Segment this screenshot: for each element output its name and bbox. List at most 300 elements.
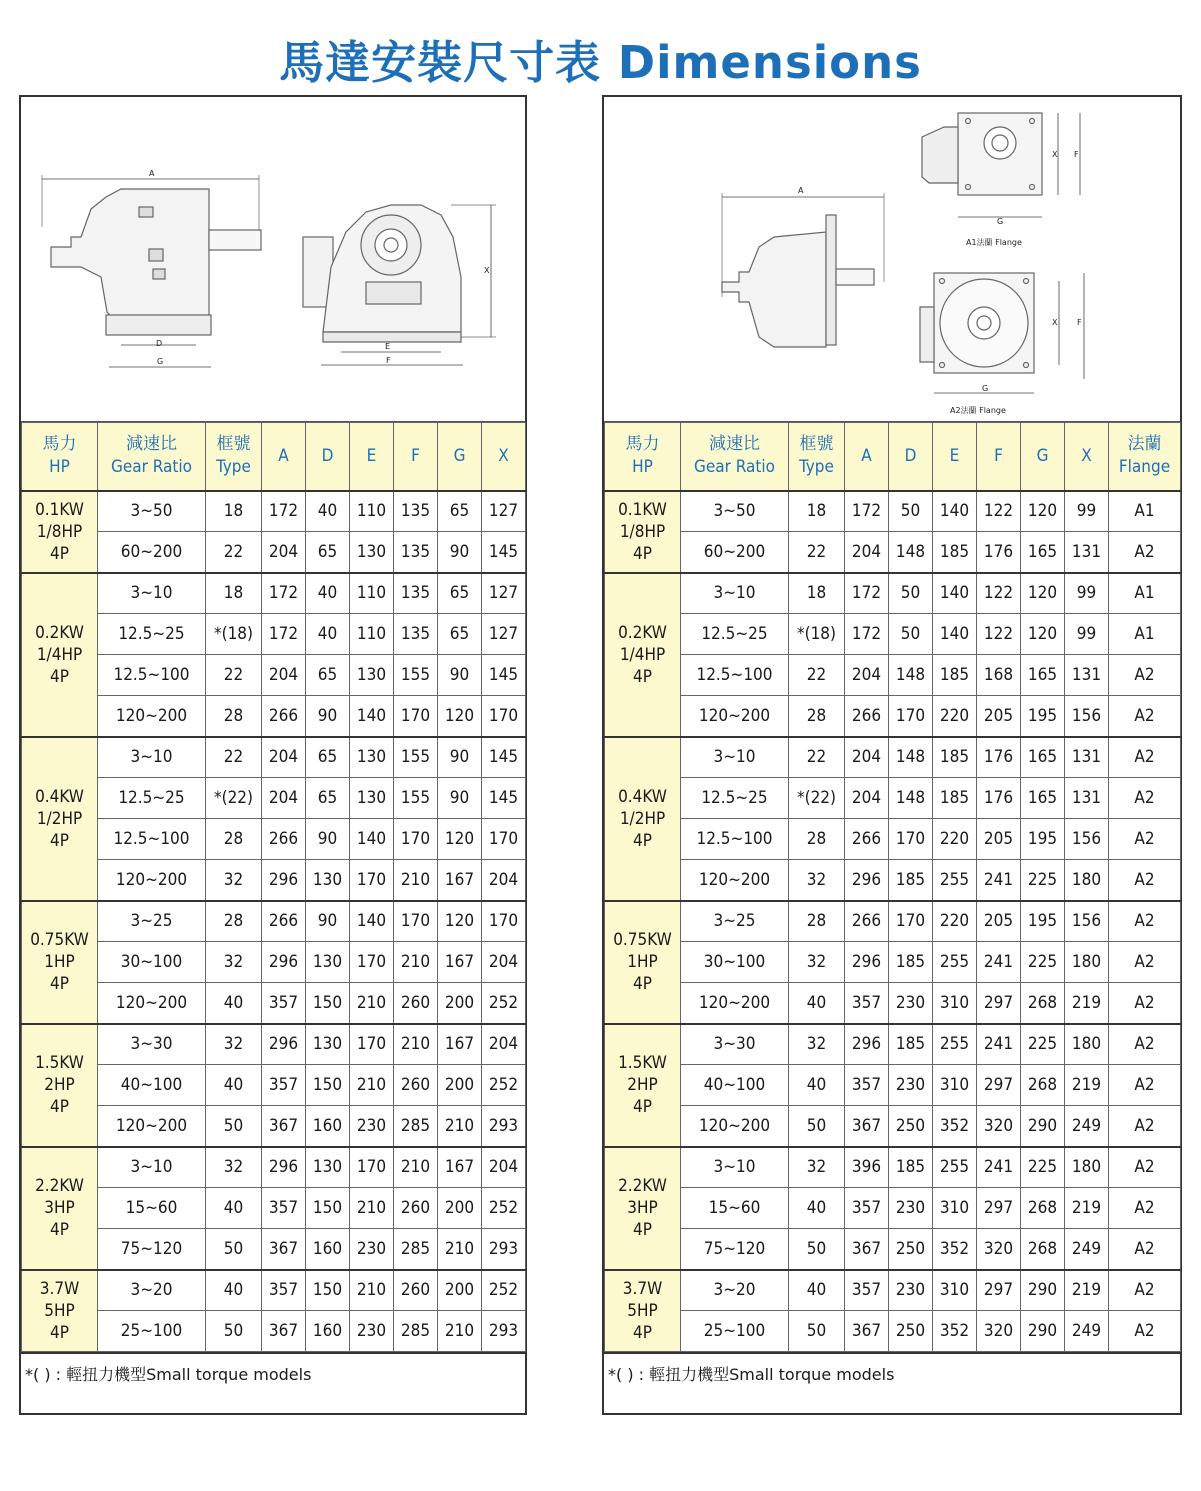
table-cell: 230: [889, 983, 933, 1024]
table-cell: 219: [1065, 983, 1109, 1024]
table-row: [605, 1147, 1181, 1188]
table-cell: 40: [306, 491, 350, 532]
table-cell: 290: [1021, 1311, 1065, 1352]
horsepower-line: 0.75KW: [30, 930, 89, 950]
table-cell: 3~10: [98, 573, 206, 614]
table-cell: 40: [789, 1065, 845, 1106]
table-cell: 120~200: [681, 860, 789, 901]
table-cell: 266: [262, 901, 306, 942]
table-cell: 99: [1065, 491, 1109, 532]
table-row: [22, 1270, 526, 1311]
table-cell: 32: [206, 1024, 262, 1065]
table-cell: 195: [1021, 819, 1065, 860]
table-cell: 12.5~100: [98, 655, 206, 696]
table-row: [605, 573, 1181, 614]
table-cell: 241: [977, 860, 1021, 901]
table-cell: 28: [789, 819, 845, 860]
table-cell: 176: [977, 737, 1021, 778]
table-cell: 219: [1065, 1188, 1109, 1229]
table-cell: 32: [789, 1147, 845, 1188]
table-cell: 140: [933, 614, 977, 655]
table-cell: 230: [889, 1065, 933, 1106]
page-title: 馬達安裝尺寸表 Dimensions: [279, 36, 922, 89]
column-header: [1021, 423, 1065, 491]
table-cell: 50: [206, 1311, 262, 1352]
table-cell: 241: [977, 1147, 1021, 1188]
table-cell: 160: [306, 1311, 350, 1352]
horsepower-line: 1HP: [44, 952, 75, 972]
table-cell: 210: [350, 983, 394, 1024]
table-cell: 140: [933, 491, 977, 532]
table-cell: 268: [1021, 1188, 1065, 1229]
right-motor-drawing: [604, 97, 1180, 422]
table-cell: 131: [1065, 655, 1109, 696]
table-cell: 25~100: [681, 1311, 789, 1352]
table-row: [605, 1065, 1181, 1106]
table-row: [22, 1188, 526, 1229]
table-cell: 225: [1021, 1024, 1065, 1065]
table-row: [22, 573, 526, 614]
dim-label-g-a1: G: [997, 217, 1004, 226]
table-cell: 357: [845, 1270, 889, 1311]
table-cell: 172: [845, 573, 889, 614]
column-header: [977, 423, 1021, 491]
table-cell: 268: [1021, 1229, 1065, 1270]
table-cell: 255: [933, 1147, 977, 1188]
table-cell: 260: [394, 1188, 438, 1229]
table-cell: 3~20: [681, 1270, 789, 1311]
table-cell: 170: [350, 1024, 394, 1065]
column-header-zh: 法蘭: [1127, 434, 1162, 455]
table-cell: 210: [394, 860, 438, 901]
table-cell: 160: [306, 1229, 350, 1270]
table-cell: 230: [350, 1229, 394, 1270]
column-header: [681, 423, 789, 491]
table-row: [605, 1188, 1181, 1229]
table-cell: 296: [845, 860, 889, 901]
table-cell: 320: [977, 1229, 1021, 1270]
table-cell: 200: [438, 1188, 482, 1229]
table-cell: 260: [394, 1065, 438, 1106]
table-cell: 170: [889, 901, 933, 942]
horsepower-line: 4P: [633, 543, 652, 564]
horsepower-line: 4P: [50, 830, 69, 851]
table-cell: 320: [977, 1311, 1021, 1352]
table-row: [605, 614, 1181, 655]
table-cell: 367: [262, 1106, 306, 1147]
table-cell: 150: [306, 1065, 350, 1106]
table-cell: 285: [394, 1311, 438, 1352]
table-cell: 210: [394, 1024, 438, 1065]
table-cell: A2: [1109, 1106, 1181, 1147]
table-cell: 252: [482, 983, 526, 1024]
table-cell: A2: [1109, 1065, 1181, 1106]
table-cell: 210: [350, 1065, 394, 1106]
table-cell: 40: [206, 1188, 262, 1229]
column-header-en: A: [861, 445, 872, 466]
table-cell: 156: [1065, 901, 1109, 942]
table-cell: 32: [206, 860, 262, 901]
table-cell: 120~200: [98, 860, 206, 901]
table-cell: 204: [482, 1024, 526, 1065]
horsepower-line: 0.2KW: [35, 622, 84, 643]
table-cell: 249: [1065, 1229, 1109, 1270]
column-header-en: HP: [632, 457, 653, 478]
table-cell: 210: [438, 1311, 482, 1352]
table-cell: 367: [262, 1311, 306, 1352]
table-row: [605, 1270, 1181, 1311]
table-cell: 50: [206, 1106, 262, 1147]
table-cell: 22: [789, 655, 845, 696]
table-cell: 220: [933, 819, 977, 860]
table-cell: 32: [206, 942, 262, 983]
table-cell: 90: [306, 819, 350, 860]
table-cell: 15~60: [98, 1188, 206, 1229]
table-cell: 145: [482, 778, 526, 819]
table-cell: 130: [306, 942, 350, 983]
table-row: [22, 1106, 526, 1147]
table-cell: A1: [1109, 491, 1181, 532]
table-cell: 172: [845, 491, 889, 532]
table-cell: 210: [350, 1270, 394, 1311]
table-cell: 367: [845, 1311, 889, 1352]
right-table-header: [605, 423, 1181, 491]
column-header-en: Flange: [1118, 457, 1171, 478]
table-cell: 310: [933, 1065, 977, 1106]
table-cell: 120: [1021, 614, 1065, 655]
horsepower-line: 1.5KW: [35, 1053, 84, 1073]
table-cell: 90: [438, 737, 482, 778]
table-cell: 3~10: [681, 737, 789, 778]
table-cell: A2: [1109, 901, 1181, 942]
column-header: [889, 423, 933, 491]
table-cell: 357: [262, 1270, 306, 1311]
column-header-en: X: [1081, 445, 1092, 466]
table-cell: 176: [977, 778, 1021, 819]
table-cell: 156: [1065, 819, 1109, 860]
horsepower-line: 1/2HP: [36, 808, 83, 829]
table-cell: 120: [1021, 491, 1065, 532]
table-cell: 172: [262, 491, 306, 532]
table-cell: 145: [482, 737, 526, 778]
table-cell: 172: [845, 614, 889, 655]
table-cell: 150: [306, 1188, 350, 1229]
table-row: [605, 491, 1181, 532]
table-cell: 127: [482, 491, 526, 532]
table-cell: 200: [438, 1270, 482, 1311]
table-cell: 285: [394, 1106, 438, 1147]
horsepower-line: 3HP: [627, 1198, 658, 1218]
table-cell: 210: [394, 1147, 438, 1188]
footnote-small-torque: *( ) : 輕扭力機型Small torque models: [21, 1352, 525, 1396]
table-cell: 3~10: [98, 737, 206, 778]
table-cell: A2: [1109, 1229, 1181, 1270]
table-cell: 28: [206, 901, 262, 942]
table-cell: A2: [1109, 532, 1181, 573]
table-cell: 155: [394, 737, 438, 778]
right-dimension-panel: [602, 95, 1182, 1415]
table-cell: 75~120: [98, 1229, 206, 1270]
table-cell: 50: [206, 1229, 262, 1270]
table-cell: 165: [1021, 778, 1065, 819]
table-cell: 28: [789, 901, 845, 942]
table-cell: 30~100: [681, 942, 789, 983]
table-cell: 130: [350, 655, 394, 696]
table-cell: 65: [438, 614, 482, 655]
table-cell: 30~100: [98, 942, 206, 983]
left-dimension-panel: [19, 95, 527, 1415]
dim-label-f-a2: F: [1077, 318, 1082, 327]
column-header: [98, 423, 206, 491]
table-cell: 165: [1021, 532, 1065, 573]
table-cell: 60~200: [98, 532, 206, 573]
table-cell: 18: [789, 573, 845, 614]
footnote-small-torque: *( ) : 輕扭力機型Small torque models: [604, 1352, 1180, 1396]
table-cell: 131: [1065, 778, 1109, 819]
table-row: [605, 1106, 1181, 1147]
column-header: [845, 423, 889, 491]
dim-label-d: D: [156, 339, 163, 348]
dim-label-x: X: [484, 266, 490, 275]
table-row: [22, 778, 526, 819]
column-header-zh: 減速比: [709, 434, 760, 455]
table-cell: 185: [889, 942, 933, 983]
table-row: [22, 1147, 526, 1188]
table-cell: 185: [889, 1147, 933, 1188]
table-cell: 120~200: [98, 696, 206, 737]
column-header-en: Type: [216, 457, 251, 478]
column-header: [438, 423, 482, 491]
table-cell: 249: [1065, 1106, 1109, 1147]
horsepower-cell: [22, 737, 98, 901]
table-row: [22, 1229, 526, 1270]
horsepower-line: 2.2KW: [35, 1176, 84, 1196]
table-cell: 156: [1065, 696, 1109, 737]
table-cell: 127: [482, 573, 526, 614]
horsepower-cell: [22, 901, 98, 1024]
table-cell: 148: [889, 737, 933, 778]
dim-label-e: E: [385, 342, 391, 351]
column-header-en: E: [949, 445, 960, 466]
a1-flange-drawing: [922, 113, 1080, 217]
column-header-en: G: [453, 445, 466, 466]
table-cell: 22: [206, 737, 262, 778]
table-cell: *(18): [789, 614, 845, 655]
table-cell: 40: [206, 983, 262, 1024]
table-row: [605, 1229, 1181, 1270]
table-cell: 297: [977, 1065, 1021, 1106]
column-header-zh: 框號: [799, 434, 834, 455]
table-cell: 40: [306, 573, 350, 614]
table-cell: 252: [482, 1270, 526, 1311]
table-cell: 22: [789, 532, 845, 573]
table-cell: 204: [262, 655, 306, 696]
table-cell: 168: [977, 655, 1021, 696]
table-cell: 357: [845, 1188, 889, 1229]
dim-label-a: A: [149, 169, 155, 178]
table-cell: 131: [1065, 532, 1109, 573]
left-table-header: [22, 423, 526, 491]
column-header: [350, 423, 394, 491]
table-cell: 110: [350, 491, 394, 532]
table-cell: 99: [1065, 614, 1109, 655]
table-cell: A2: [1109, 737, 1181, 778]
table-cell: 12.5~25: [98, 778, 206, 819]
table-cell: 357: [262, 1065, 306, 1106]
table-cell: 28: [789, 696, 845, 737]
horsepower-line: 0.4KW: [618, 786, 667, 807]
table-cell: 293: [482, 1311, 526, 1352]
column-header-en: Type: [799, 457, 834, 478]
table-cell: 50: [789, 1106, 845, 1147]
horsepower-line: 4P: [50, 1322, 69, 1343]
table-cell: 225: [1021, 1147, 1065, 1188]
table-row: [22, 1024, 526, 1065]
horsepower-line: 4P: [633, 1097, 652, 1117]
table-cell: 352: [933, 1106, 977, 1147]
table-cell: 290: [1021, 1106, 1065, 1147]
column-header-en: D: [321, 445, 334, 466]
table-cell: 18: [206, 573, 262, 614]
horsepower-line: 1/8HP: [619, 521, 666, 542]
table-cell: 40: [789, 1188, 845, 1229]
table-cell: 65: [438, 573, 482, 614]
table-cell: 12.5~100: [681, 655, 789, 696]
table-row: [605, 860, 1181, 901]
table-row: [22, 1065, 526, 1106]
column-header: [306, 423, 350, 491]
table-cell: 210: [438, 1229, 482, 1270]
horsepower-line: 5HP: [627, 1300, 658, 1321]
table-cell: 90: [438, 532, 482, 573]
horsepower-line: 1.5KW: [618, 1053, 667, 1073]
table-cell: 3~30: [98, 1024, 206, 1065]
table-cell: 12.5~25: [681, 778, 789, 819]
horsepower-line: 4P: [50, 1220, 69, 1240]
table-cell: 255: [933, 942, 977, 983]
table-cell: 266: [262, 819, 306, 860]
table-cell: 185: [889, 860, 933, 901]
table-cell: 3~20: [98, 1270, 206, 1311]
table-cell: 297: [977, 983, 1021, 1024]
table-cell: 130: [306, 1147, 350, 1188]
table-cell: 32: [789, 1024, 845, 1065]
horsepower-line: 4P: [50, 666, 69, 687]
horsepower-line: 3.7W: [622, 1278, 663, 1299]
a1-flange-caption: A1法蘭 Flange: [966, 238, 1022, 247]
table-cell: 357: [262, 1188, 306, 1229]
table-cell: 150: [306, 1270, 350, 1311]
table-cell: 260: [394, 983, 438, 1024]
table-cell: A2: [1109, 860, 1181, 901]
table-cell: 230: [350, 1106, 394, 1147]
table-cell: 135: [394, 614, 438, 655]
horsepower-cell: [605, 1024, 681, 1147]
table-cell: 357: [262, 983, 306, 1024]
table-cell: 90: [306, 901, 350, 942]
table-cell: 110: [350, 614, 394, 655]
table-cell: 120~200: [98, 983, 206, 1024]
horsepower-cell: [605, 901, 681, 1024]
horsepower-cell: [22, 1147, 98, 1270]
horsepower-line: 4P: [633, 1322, 652, 1343]
table-cell: 268: [1021, 983, 1065, 1024]
table-row: [22, 655, 526, 696]
column-header-en: E: [366, 445, 377, 466]
table-cell: 219: [1065, 1065, 1109, 1106]
table-cell: 120~200: [681, 696, 789, 737]
table-cell: A2: [1109, 942, 1181, 983]
table-cell: A1: [1109, 573, 1181, 614]
table-cell: *(22): [789, 778, 845, 819]
table-cell: 204: [845, 532, 889, 573]
table-row: [22, 860, 526, 901]
column-header-en: X: [498, 445, 509, 466]
column-header-en: A: [278, 445, 289, 466]
column-header: [206, 423, 262, 491]
dim-label-g: G: [157, 357, 164, 366]
column-header: [933, 423, 977, 491]
table-cell: 40: [789, 1270, 845, 1311]
table-cell: 255: [933, 860, 977, 901]
table-cell: 170: [889, 696, 933, 737]
table-cell: 3~50: [681, 491, 789, 532]
horsepower-line: 1HP: [627, 952, 658, 972]
table-cell: 130: [306, 1024, 350, 1065]
horsepower-line: 0.4KW: [35, 786, 84, 807]
column-header-en: G: [1036, 445, 1049, 466]
table-cell: 204: [845, 655, 889, 696]
table-cell: 3~10: [681, 573, 789, 614]
table-cell: 230: [889, 1270, 933, 1311]
horsepower-line: 4P: [633, 830, 652, 851]
table-row: [605, 778, 1181, 819]
table-cell: 352: [933, 1311, 977, 1352]
table-cell: 3~30: [681, 1024, 789, 1065]
column-header-zh: 減速比: [126, 434, 177, 455]
table-cell: 90: [438, 655, 482, 696]
horsepower-line: 0.2KW: [618, 622, 667, 643]
table-row: [22, 614, 526, 655]
table-cell: 205: [977, 819, 1021, 860]
table-cell: 65: [306, 532, 350, 573]
table-cell: 296: [262, 860, 306, 901]
horsepower-line: 3.7W: [39, 1278, 80, 1299]
table-cell: 230: [350, 1311, 394, 1352]
table-row: [605, 655, 1181, 696]
horsepower-line: 2HP: [627, 1075, 658, 1095]
table-cell: 170: [394, 696, 438, 737]
table-cell: A2: [1109, 1188, 1181, 1229]
table-cell: 130: [350, 737, 394, 778]
table-cell: 122: [977, 573, 1021, 614]
table-cell: 266: [845, 901, 889, 942]
table-cell: 204: [482, 942, 526, 983]
table-cell: 155: [394, 655, 438, 696]
table-row: [605, 819, 1181, 860]
table-cell: 40: [206, 1065, 262, 1106]
table-cell: 170: [482, 901, 526, 942]
column-header-zh: 馬力: [42, 434, 77, 455]
dim-label-x-a1: X: [1052, 150, 1058, 159]
horsepower-line: 3HP: [44, 1198, 75, 1218]
table-cell: 150: [306, 983, 350, 1024]
column-header-zh: 框號: [216, 434, 251, 455]
column-header-en: F: [994, 445, 1003, 466]
table-cell: 210: [350, 1188, 394, 1229]
table-cell: 120~200: [681, 1106, 789, 1147]
table-cell: 250: [889, 1229, 933, 1270]
